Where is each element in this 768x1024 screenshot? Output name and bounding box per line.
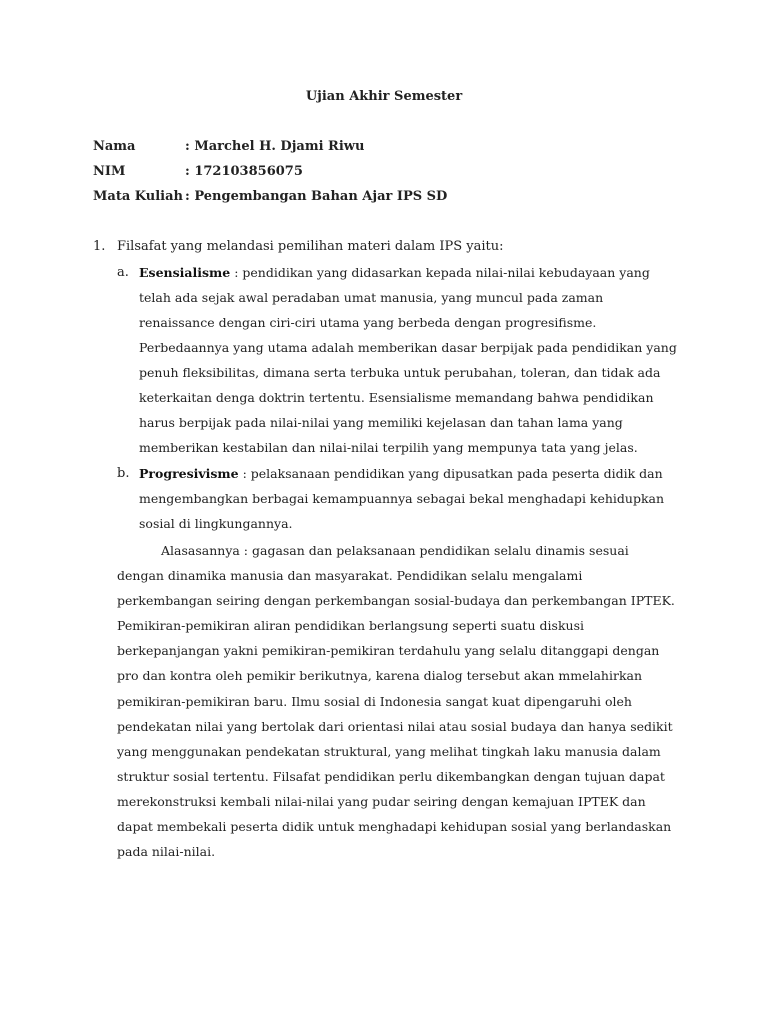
question-text: Filsafat yang melandasi pemilihan materi dalam IPS yaitu: [117,239,504,254]
info-label: Nama [93,139,136,154]
question-number: 1. [93,239,106,254]
info-value: : Pengembangan Bahan Ajar IPS SD [185,189,448,204]
info-label: Mata Kuliah [93,189,183,204]
info-row-nim [93,163,447,188]
item-term: Progresivisme [139,466,239,481]
list-marker-b: b. [117,466,130,481]
item-text: : pelaksanaan pendidikan yang dipusatkan pada peserta didik dan mengembangkan berbagai kemampuannya sebagai bekal menghadapi kehidupkan sosial di lingkungannya. [139,466,665,531]
student-info [93,138,447,213]
info-row-name [93,138,447,163]
list-item-esensialisme [139,260,679,460]
info-label: NIM [93,164,126,179]
list-item-progresivisme [139,461,679,536]
reason-paragraph: Alasasannya : gagasan dan pelaksanaan pendidikan selalu dinamis sesuai dengan dinamika manusia dan masyarakat. Pendidikan selalu mengalami perkembangan seiring dengan perkembangan sosial-budaya dan perkembangan IPTEK. Pemikiran-pemikiran aliran pendidikan berlangsung seperti suatu diskusi berkepanjangan yakni pemikiran-pemikiran terdahulu yang selalu ditanggapi dengan pro dan kontra oleh pemikir berikutnya, karena dialog tersebut akan mmelahirkan pemikiran-pemikiran baru. Ilmu sosial di Indonesia sangat kuat dipengaruhi oleh pendekatan nilai yang bertolak dari orientasi nilai atau sosial budaya dan hanya sedikit yang menggunakan pendekatan struktural, yang melihat tingkah laku manusia dalam struktur sosial tertentu. Filsafat pendidikan perlu dikembangkan dengan tujuan dapat merekonstruksi kembali nilai-nilai yang pudar seiring dengan kemajuan IPTEK dan dapat membekali peserta didik untuk menghadapi kehidupan sosial yang berlandaskan pada nilai-nilai. [117,543,675,860]
info-value: : 172103856075 [185,164,303,179]
item-text: : pendidikan yang didasarkan kepada nilai-nilai kebudayaan yang telah ada sejak awal peradaban umat manusia, yang muncul pada zaman renaissance dengan ciri-ciri utama yang berbeda dengan progresifisme. Perbedaannya yang utama adalah memberikan dasar berpijak pada pendidikan yang penuh fleksibilitas, dimana serta terbuka untuk perubahan, toleran, dan tidak ada keterkaitan denga doktrin tertentu. Esensialisme memandang bahwa pendidikan harus berpijak pada nilai-nilai yang memiliki kejelasan dan tahan lama yang memberikan kestabilan dan nilai-nilai terpilih yang mempunya tata yang jelas. [139,265,677,455]
info-row-course [93,188,447,213]
document-title: Ujian Akhir Semester [305,89,463,104]
info-value: : Marchel H. Djami Riwu [185,139,365,154]
list-marker-a: a. [117,265,129,280]
item-term: Esensialisme [139,265,231,280]
